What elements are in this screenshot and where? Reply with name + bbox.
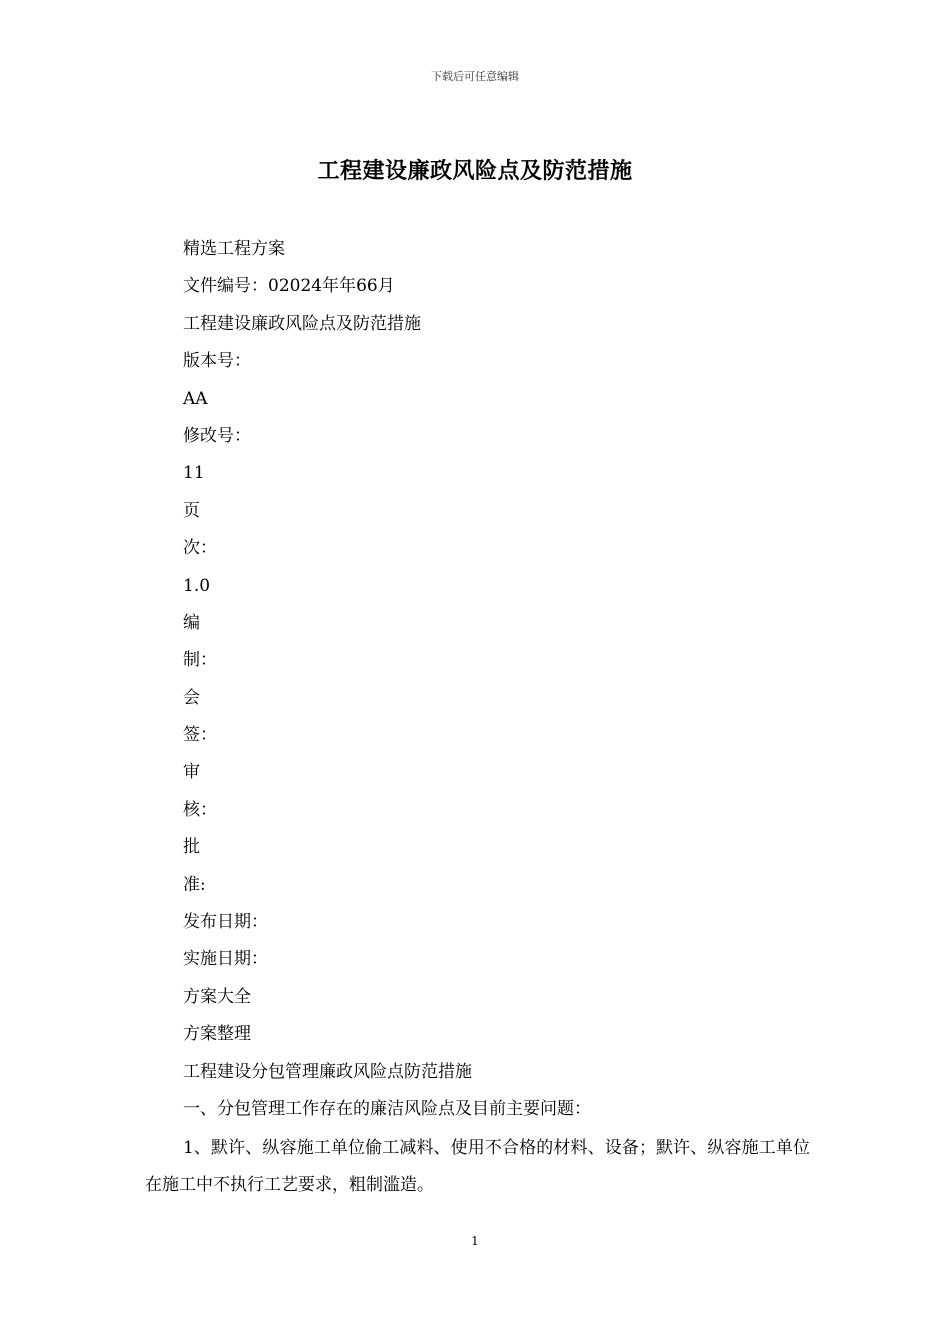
body-line: 核： — [183, 799, 217, 820]
body-line: 页 — [183, 500, 200, 521]
header-note: 下载后可任意编辑 — [431, 70, 519, 83]
body-line: 编 — [183, 612, 200, 633]
body-line: 制： — [183, 650, 217, 671]
body-line: 方案整理 — [183, 1024, 251, 1045]
body-line: 会 — [183, 687, 200, 708]
body-line: 11 — [183, 463, 205, 484]
body-line: 审 — [183, 762, 200, 783]
document-title: 工程建设廉政风险点及防范措施 — [317, 158, 633, 184]
page-number: 1 — [471, 1234, 479, 1248]
body-line: 文件编号：02024年年66月 — [183, 276, 395, 297]
body-line: 签： — [183, 725, 217, 746]
body-line: 次： — [183, 538, 217, 559]
body-line: 工程建设廉政风险点及防范措施 — [183, 313, 421, 334]
body-line: 发布日期： — [183, 912, 268, 933]
body-paragraph: 1、默许、纵容施工单位偷工减料、使用不合格的材料、设备；默许、纵容施工单位在施工中不执行工艺要求，粗制滥造。 — [145, 1138, 810, 1196]
body-line: 1.0 — [183, 575, 211, 596]
body-line: 实施日期： — [183, 949, 268, 970]
body-line: 工程建设分包管理廉政风险点防范措施 — [183, 1061, 472, 1082]
body-line: AA — [183, 388, 208, 409]
body-line: 方案大全 — [183, 986, 251, 1007]
document-body-lines — [183, 236, 823, 1133]
body-line: 一、分包管理工作存在的廉洁风险点及目前主要问题： — [183, 1098, 591, 1119]
body-line: 版本号： — [183, 351, 251, 372]
body-line: 批 — [183, 837, 200, 858]
body-line: 精选工程方案 — [183, 239, 285, 259]
body-line: 修改号： — [183, 425, 251, 446]
body-line: 准: — [183, 874, 206, 895]
